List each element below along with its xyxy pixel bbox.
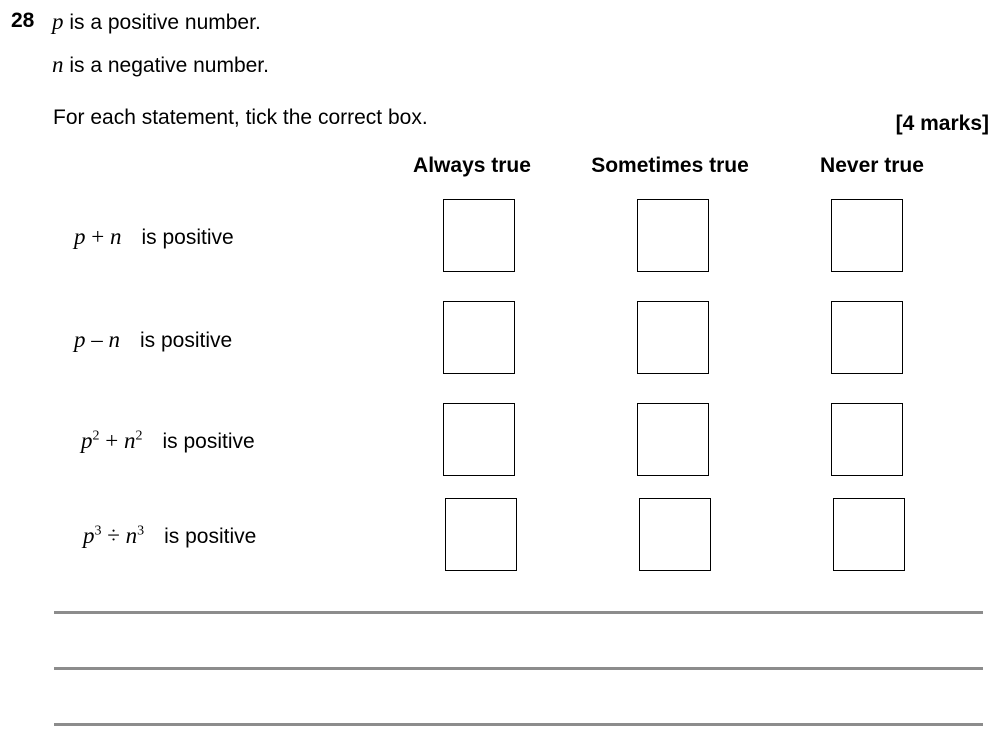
- tick-box-always-true[interactable]: [443, 199, 515, 272]
- premise-positive-text: is a positive number.: [69, 11, 261, 34]
- statement-text: is positive: [164, 525, 257, 548]
- expr-term-b: n: [123, 428, 136, 453]
- tick-box-sometimes-true[interactable]: [639, 498, 711, 571]
- premise-negative-text: is a negative number.: [69, 54, 269, 77]
- tick-box-always-true[interactable]: [445, 498, 517, 571]
- answer-line[interactable]: [54, 667, 983, 670]
- statement-text: is positive: [141, 226, 234, 249]
- statement-row: [74, 327, 232, 353]
- statement-text: is positive: [162, 430, 255, 453]
- premise-negative: [52, 52, 269, 78]
- tick-box-never-true[interactable]: [833, 498, 905, 571]
- expr-term-a: p: [81, 428, 93, 453]
- statement-text: is positive: [140, 329, 233, 352]
- instruction-text: For each statement, tick the correct box.: [53, 106, 428, 129]
- variable-n: n: [52, 52, 64, 77]
- expr-exponent-b: 2: [135, 428, 143, 444]
- answer-line[interactable]: [54, 723, 983, 726]
- question-number: 28: [11, 9, 35, 32]
- expr-operator: +: [105, 428, 119, 453]
- expr-operator: ÷: [107, 523, 120, 548]
- expr-operator: –: [91, 327, 103, 352]
- statement-expression: [83, 523, 144, 548]
- column-heading-never-true: Never true: [820, 154, 924, 177]
- expr-term-a: p: [83, 523, 95, 548]
- tick-box-sometimes-true[interactable]: [637, 199, 709, 272]
- expr-term-a: p: [74, 327, 86, 352]
- statement-expression: [74, 224, 121, 249]
- expr-exponent-a: 2: [92, 428, 100, 444]
- expr-operator: +: [91, 224, 105, 249]
- tick-box-sometimes-true[interactable]: [637, 403, 709, 476]
- tick-box-always-true[interactable]: [443, 403, 515, 476]
- tick-box-never-true[interactable]: [831, 199, 903, 272]
- tick-box-never-true[interactable]: [831, 301, 903, 374]
- expr-exponent-a: 3: [94, 523, 102, 539]
- column-heading-sometimes-true: Sometimes true: [591, 154, 749, 177]
- tick-box-always-true[interactable]: [443, 301, 515, 374]
- tick-box-never-true[interactable]: [831, 403, 903, 476]
- column-heading-always-true: Always true: [413, 154, 531, 177]
- statement-expression: [81, 428, 142, 453]
- expr-term-b: n: [108, 327, 120, 352]
- statement-row: [81, 428, 255, 454]
- expr-term-b: n: [125, 523, 138, 548]
- statement-expression: [74, 327, 120, 352]
- answer-line[interactable]: [54, 611, 983, 614]
- expr-term-a: p: [74, 224, 86, 249]
- marks-label: [4 marks]: [895, 112, 989, 135]
- variable-p: p: [52, 9, 64, 34]
- statement-row: [74, 224, 234, 250]
- tick-box-sometimes-true[interactable]: [637, 301, 709, 374]
- premise-positive: [52, 9, 261, 35]
- expr-exponent-b: 3: [137, 523, 145, 539]
- expr-term-b: n: [109, 224, 122, 249]
- statement-row: [83, 523, 256, 549]
